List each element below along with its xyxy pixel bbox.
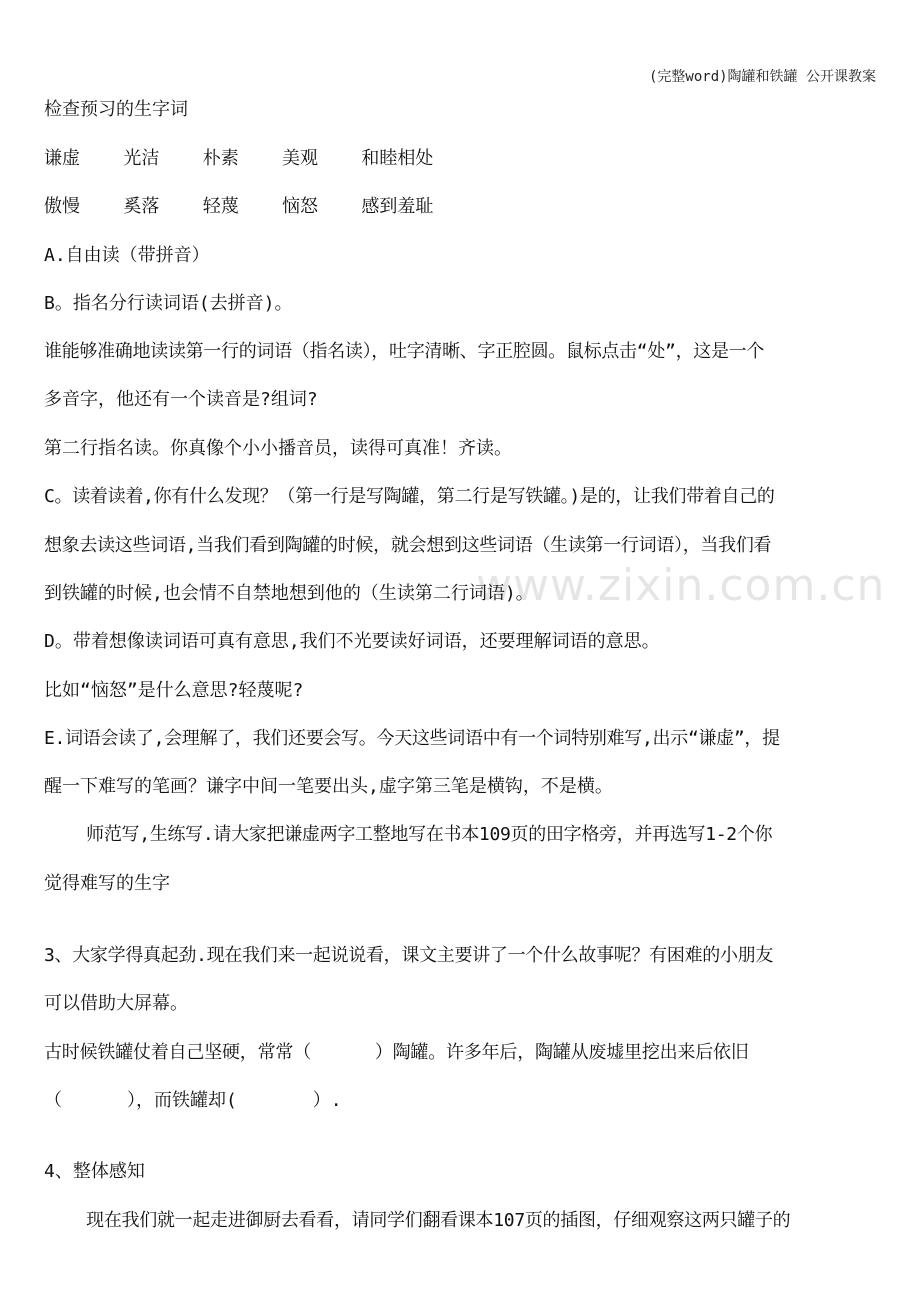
paragraph-line: 现在我们就一起走进御厨去看看，请同学们翻看课本107页的插图，仔细观察这两只罐子的: [44, 1210, 791, 1231]
paragraph-line: 到铁罐的时候,也会情不自禁地想到他的（生读第二行词语)。: [44, 583, 534, 604]
paragraph-line: 觉得难写的生字: [44, 873, 170, 894]
step-a: A.自由读（带拼音）: [44, 245, 210, 266]
fill-blank-line: 古时候铁罐仗着自己坚硬，常常（ ）陶罐。许多年后，陶罐从废墟里挖出来后依旧: [44, 1042, 749, 1063]
section-3: 3、大家学得真起劲.现在我们来一起说说看，课文主要讲了一个什么故事呢？有困难的小朋友: [44, 945, 774, 966]
paragraph-line: 多音字，他还有一个读音是?组词?: [44, 389, 318, 410]
watermark: www.zixin.com.cn: [476, 560, 886, 611]
paragraph-line: 第二行指名读。你真像个小小播音员，读得可真准！齐读。: [44, 438, 512, 459]
paragraph-line: 可以借助大屏幕。: [44, 993, 188, 1014]
step-e: E.词语会读了,会理解了，我们还要会写。今天这些词语中有一个词特别难写,出示“谦虚”，提: [44, 728, 780, 749]
word-row-2: 傲慢 奚落 轻蔑 恼怒 感到羞耻: [44, 196, 434, 217]
fill-blank-line: （ ），而铁罐却( ）.: [44, 1090, 342, 1111]
paragraph-line: 想象去读这些词语,当我们看到陶罐的时候，就会想到这些词语（生读第一行词语），当我们看: [44, 535, 772, 556]
paragraph-line: 醒一下难写的笔画？谦字中间一笔要出头,虚字第三笔是横钩，不是横。: [44, 776, 613, 797]
step-c: C。读着读着,你有什么发现？（第一行是写陶罐，第二行是写铁罐。)是的，让我们带着自己的: [44, 486, 775, 507]
page-header: (完整word)陶罐和铁罐 公开课教案: [648, 69, 876, 85]
step-b: B。指名分行读词语(去拼音)。: [44, 293, 293, 314]
paragraph-line: 师范写,生练写.请大家把谦虚两字工整地写在书本109页的田字格旁，并再选写1-2个你: [44, 824, 773, 845]
step-d: D。带着想像读词语可真有意思,我们不光要读好词语，还要理解词语的意思。: [44, 631, 660, 652]
paragraph-line: 比如“恼怒”是什么意思?轻蔑呢?: [44, 680, 304, 701]
section-title: 检查预习的生字词: [44, 99, 188, 120]
paragraph-line: 谁能够准确地读读第一行的词语（指名读），吐字清晰、字正腔圆。鼠标点击“处”，这是一个: [44, 341, 765, 362]
word-row-1: 谦虚 光洁 朴素 美观 和睦相处: [44, 148, 434, 169]
section-4: 4、整体感知: [44, 1161, 145, 1182]
